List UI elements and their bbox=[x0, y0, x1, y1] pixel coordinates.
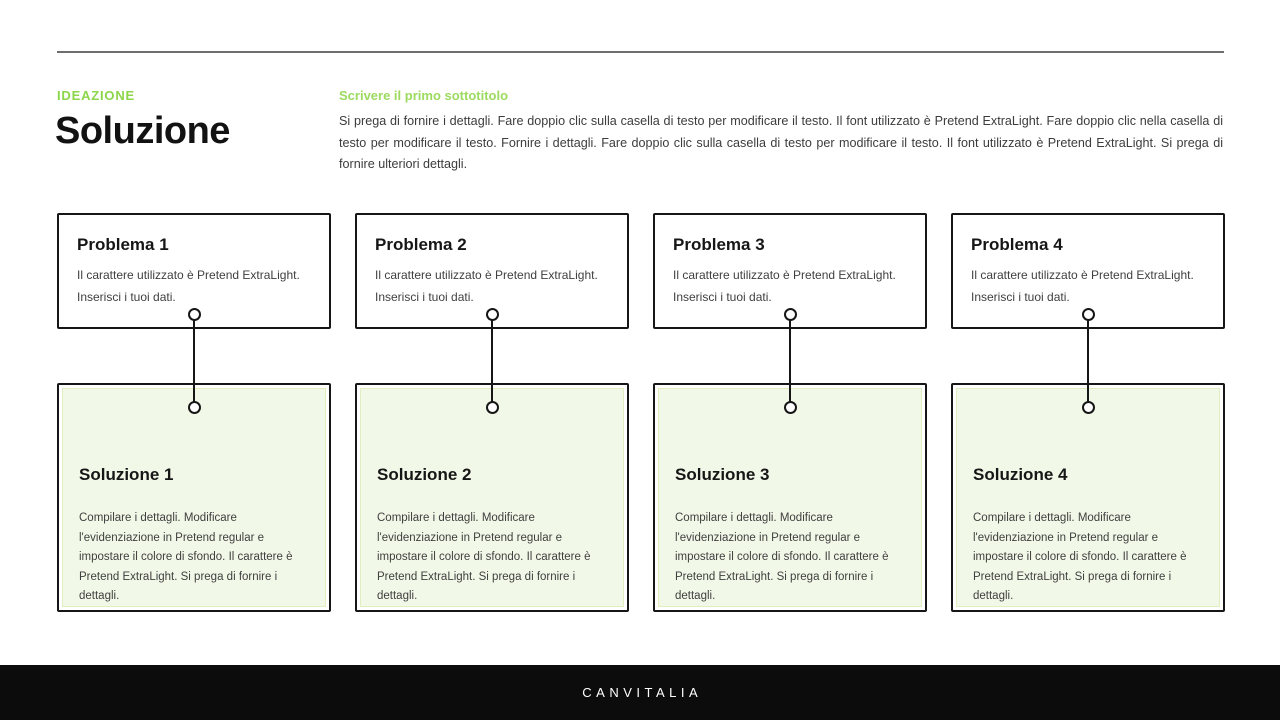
connector-dot-bottom bbox=[188, 401, 201, 414]
solution-title: Soluzione 2 bbox=[377, 465, 472, 484]
problem-body: Il carattere utilizzato è Pretend ExtraLight. Inserisci i tuoi dati. bbox=[77, 268, 300, 304]
solution-body: Compilare i dettagli. Modificare l'evidenziazione in Pretend regular e impostare il colore di sfondo. Il carattere è Pretend ExtraLight. Si prega di fornire i dettagli. bbox=[377, 512, 591, 602]
solution-card-2[interactable] bbox=[355, 383, 629, 612]
solution-title: Soluzione 1 bbox=[79, 465, 174, 484]
problem-body: Il carattere utilizzato è Pretend ExtraLight. Inserisci i tuoi dati. bbox=[375, 268, 598, 304]
solution-card-inner bbox=[62, 388, 326, 607]
solution-card-inner bbox=[360, 388, 624, 607]
slide-subtitle[interactable]: Scrivere il primo sottotitolo bbox=[339, 88, 509, 103]
solution-card-1[interactable] bbox=[57, 383, 331, 612]
problem-title: Problema 1 bbox=[77, 235, 169, 254]
connector-dot-bottom bbox=[1082, 401, 1095, 414]
footer-brand: CANVITALIA bbox=[582, 685, 703, 700]
problem-title: Problema 4 bbox=[971, 235, 1063, 254]
section-kicker[interactable]: IDEAZIONE bbox=[57, 88, 135, 103]
connector-line bbox=[491, 315, 493, 407]
solution-card-3[interactable] bbox=[653, 383, 927, 612]
connector-line bbox=[193, 315, 195, 407]
connector-dot-bottom bbox=[486, 401, 499, 414]
connector-line bbox=[1087, 315, 1089, 407]
solution-body: Compilare i dettagli. Modificare l'evidenziazione in Pretend regular e impostare il colore di sfondo. Il carattere è Pretend ExtraLight. Si prega di fornire i dettagli. bbox=[79, 512, 293, 602]
problem-title: Problema 3 bbox=[673, 235, 765, 254]
header-divider-rule bbox=[57, 51, 1224, 53]
solution-body: Compilare i dettagli. Modificare l'evidenziazione in Pretend regular e impostare il colore di sfondo. Il carattere è Pretend ExtraLight. Si prega di fornire i dettagli. bbox=[675, 512, 889, 602]
solution-body: Compilare i dettagli. Modificare l'evidenziazione in Pretend regular e impostare il colore di sfondo. Il carattere è Pretend ExtraLight. Si prega di fornire i dettagli. bbox=[973, 512, 1187, 602]
problem-solution-column-2 bbox=[355, 213, 629, 612]
slide-description[interactable]: Si prega di fornire i dettagli. Fare doppio clic sulla casella di testo per modificare il testo. Il font utilizzato è Pretend ExtraLight. Fare doppio clic nella casella di testo per modificare il testo. Fornire i dettagli. Fare doppio clic sulla casella di testo per modificare il testo. Il font utilizzato è Pretend ExtraLight. Si prega di fornire ulteriori dettagli. bbox=[339, 114, 1223, 171]
solution-title: Soluzione 4 bbox=[973, 465, 1068, 484]
problem-title: Problema 2 bbox=[375, 235, 467, 254]
problem-solution-grid bbox=[57, 213, 1225, 612]
problem-solution-column-4 bbox=[951, 213, 1225, 612]
connector-line bbox=[789, 315, 791, 407]
problem-body: Il carattere utilizzato è Pretend ExtraLight. Inserisci i tuoi dati. bbox=[971, 268, 1194, 304]
connector-dot-top bbox=[188, 308, 201, 321]
connector-dot-top bbox=[1082, 308, 1095, 321]
page-title[interactable]: Soluzione bbox=[55, 110, 230, 152]
connector-dot-top bbox=[486, 308, 499, 321]
problem-solution-column-1 bbox=[57, 213, 331, 612]
problem-body: Il carattere utilizzato è Pretend ExtraLight. Inserisci i tuoi dati. bbox=[673, 268, 896, 304]
problem-solution-column-3 bbox=[653, 213, 927, 612]
solution-title: Soluzione 3 bbox=[675, 465, 770, 484]
solution-card-inner bbox=[658, 388, 922, 607]
solution-card-4[interactable] bbox=[951, 383, 1225, 612]
connector-dot-top bbox=[784, 308, 797, 321]
connector-dot-bottom bbox=[784, 401, 797, 414]
solution-card-inner bbox=[956, 388, 1220, 607]
footer-bar bbox=[0, 665, 1280, 720]
